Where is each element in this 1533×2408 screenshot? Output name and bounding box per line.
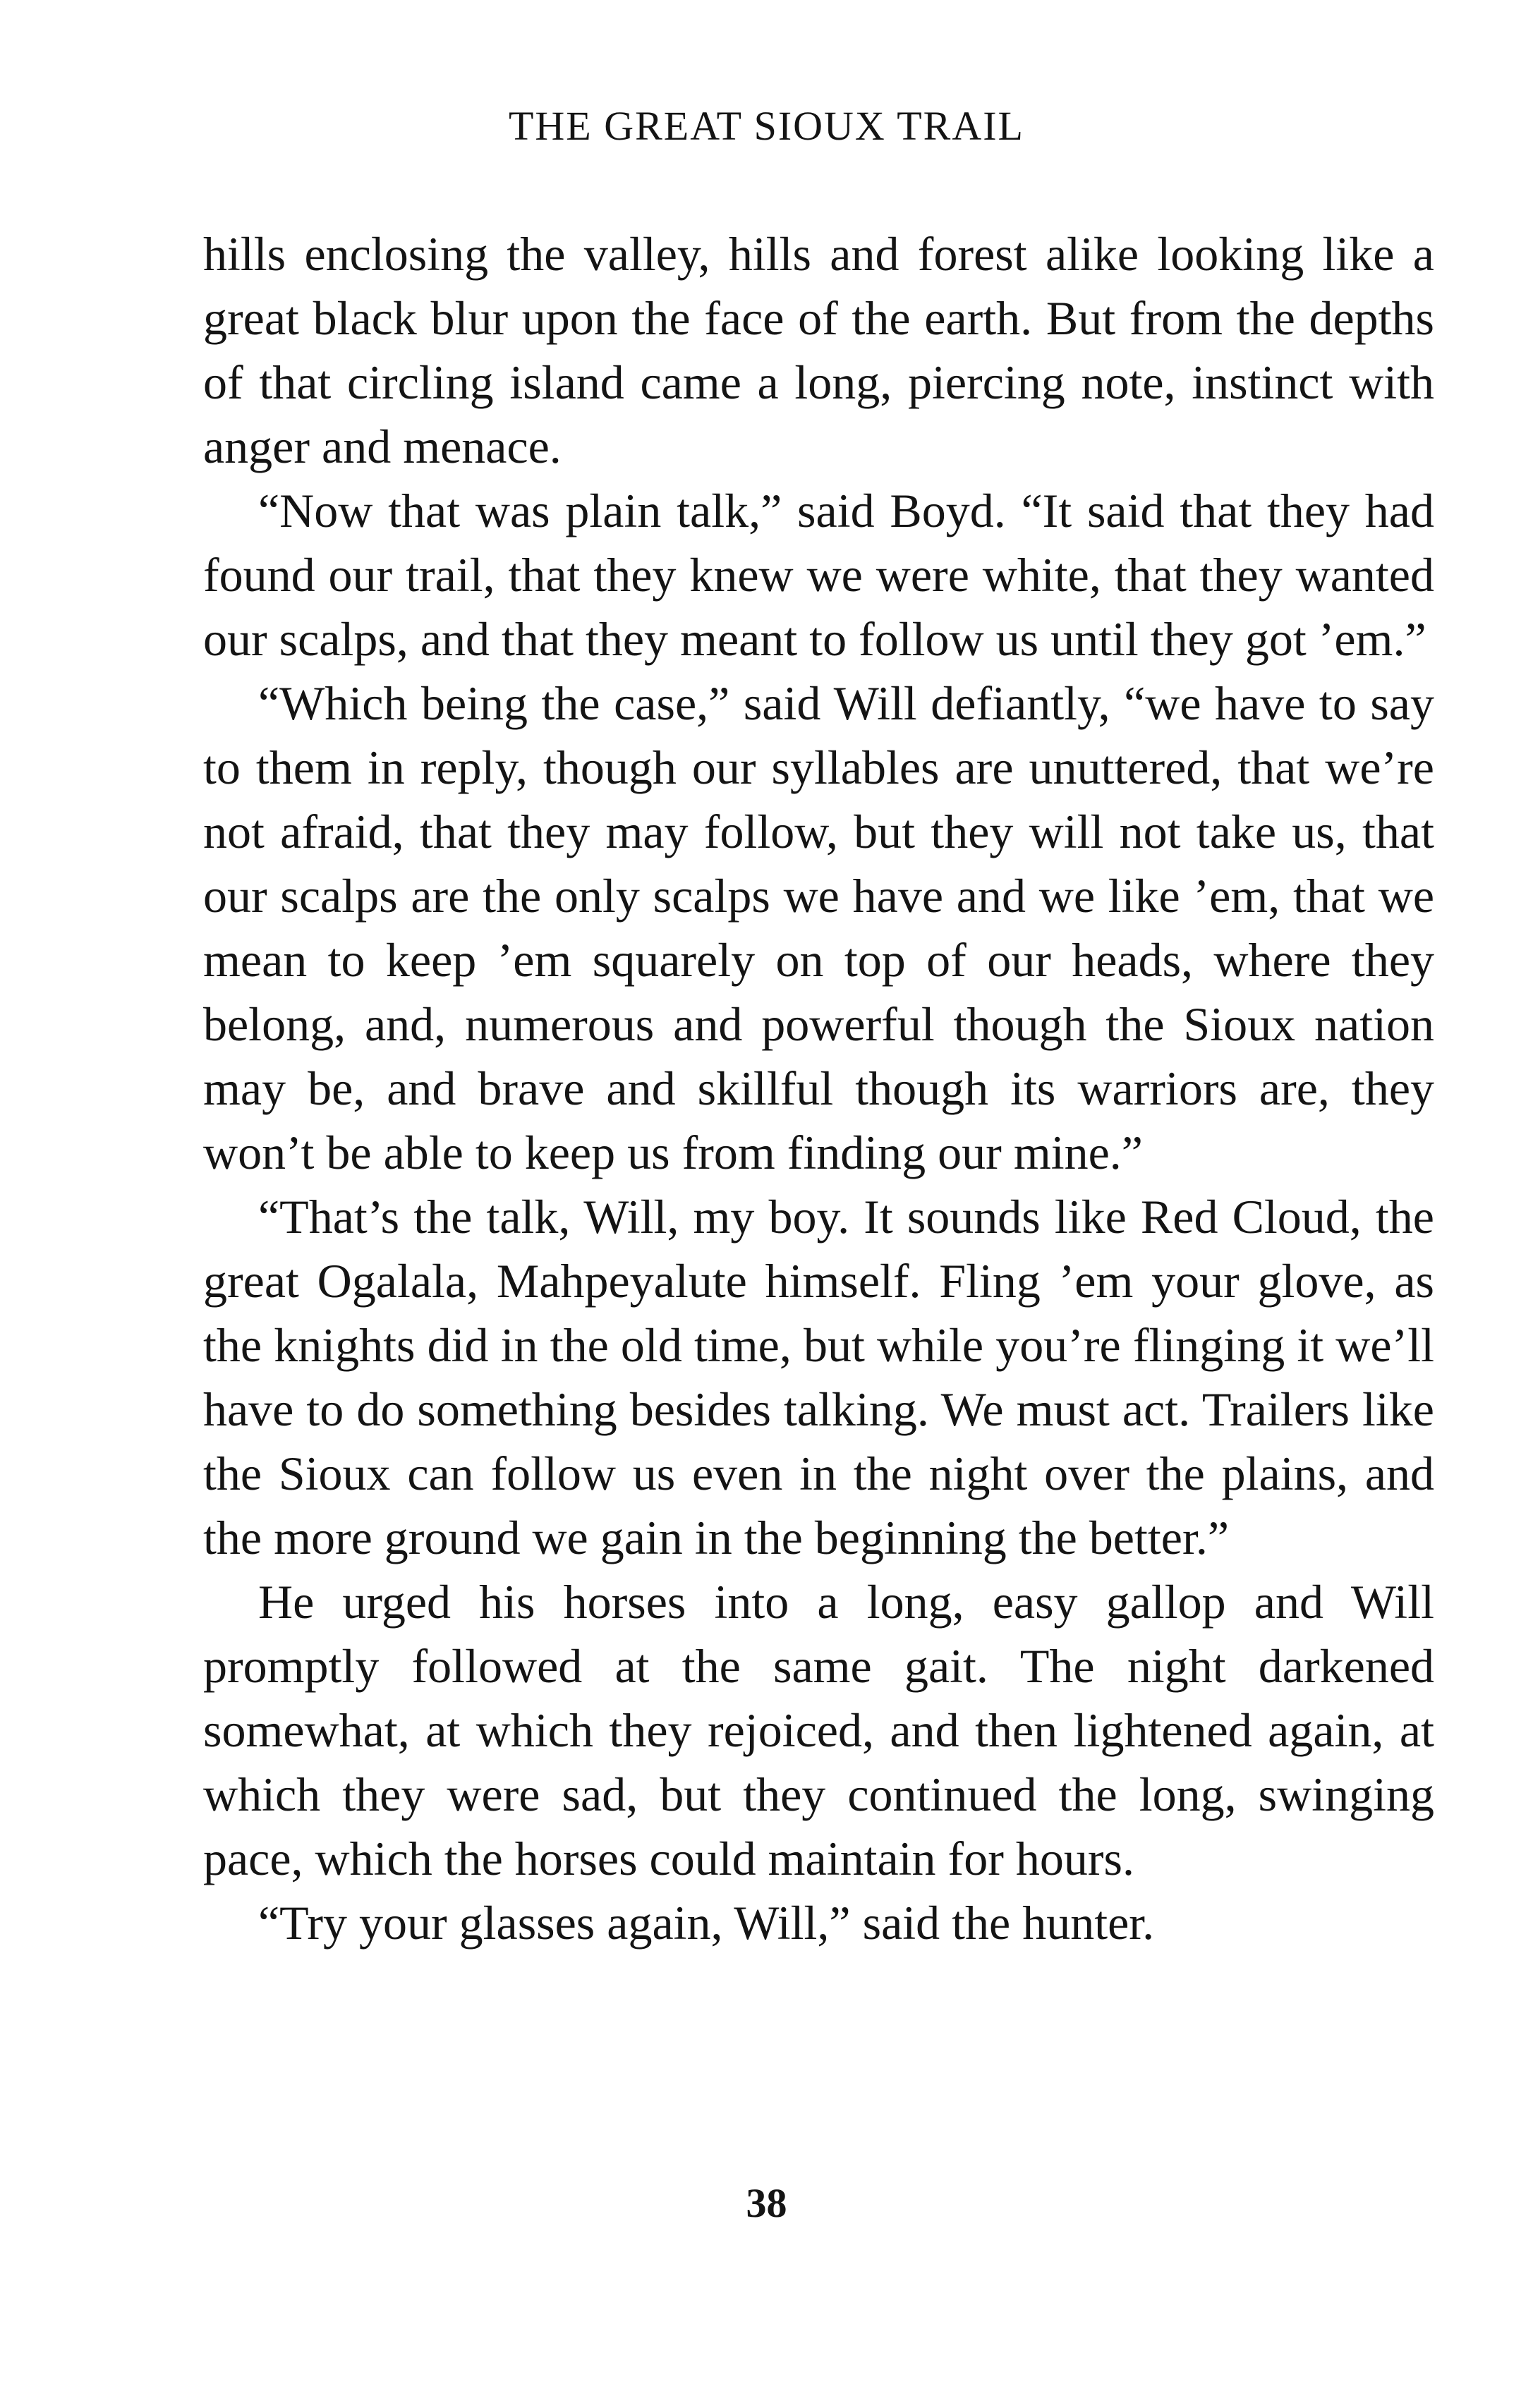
page-number: 38 — [746, 2180, 787, 2226]
paragraph: “Now that was plain talk,” said Boyd. “It said that they had found our trail, that they knew we were white, that they wanted our scalps, and that they meant to follow us until they got ’em.” — [203, 484, 1434, 666]
paragraph: “Try your glasses again, Will,” said the hunter. — [258, 1896, 1155, 1950]
paragraph: “That’s the talk, Will, my boy. It sounds like Red Cloud, the great Ogalala, Mahpeyalute himself. Fling ’em your glove, as the knights did in the old time, but while you’re flinging it we’ll have to do something besides talking. We must act. Trailers like the Sioux can follow us even in the night over the plains, and the more ground we gain in the beginning the better.” — [203, 1190, 1434, 1564]
paragraph: “Which being the case,” said Will defiantly, “we have to say to them in reply, though our syllables are unuttered, that we’re not afraid, that they may follow, but they will not take us, that our scalps are the only scalps we have and we like ’em, that we mean to keep ’em squarely on top of our heads, where they belong, and, numerous and powerful though the Sioux nation may be, and brave and skillful though its warriors are, they won’t be able to keep us from finding our mine.” — [203, 676, 1434, 1179]
paragraph: He urged his horses into a long, easy gallop and Will promptly followed at the same gait. The night darkened somewhat, at which they rejoiced, and then lightened again, at which they were sad, but they continued the long, swinging pace, which the horses could maintain for hours. — [203, 1575, 1434, 1885]
paragraph-continued: hills enclosing the valley, hills and forest alike looking like a great black blur upon the face of the earth. But from the depths of that circling island came a long, piercing note, instinct with anger and menace. — [203, 227, 1434, 473]
body-text — [203, 222, 1434, 1955]
running-head: THE GREAT SIOUX TRAIL — [508, 103, 1024, 149]
